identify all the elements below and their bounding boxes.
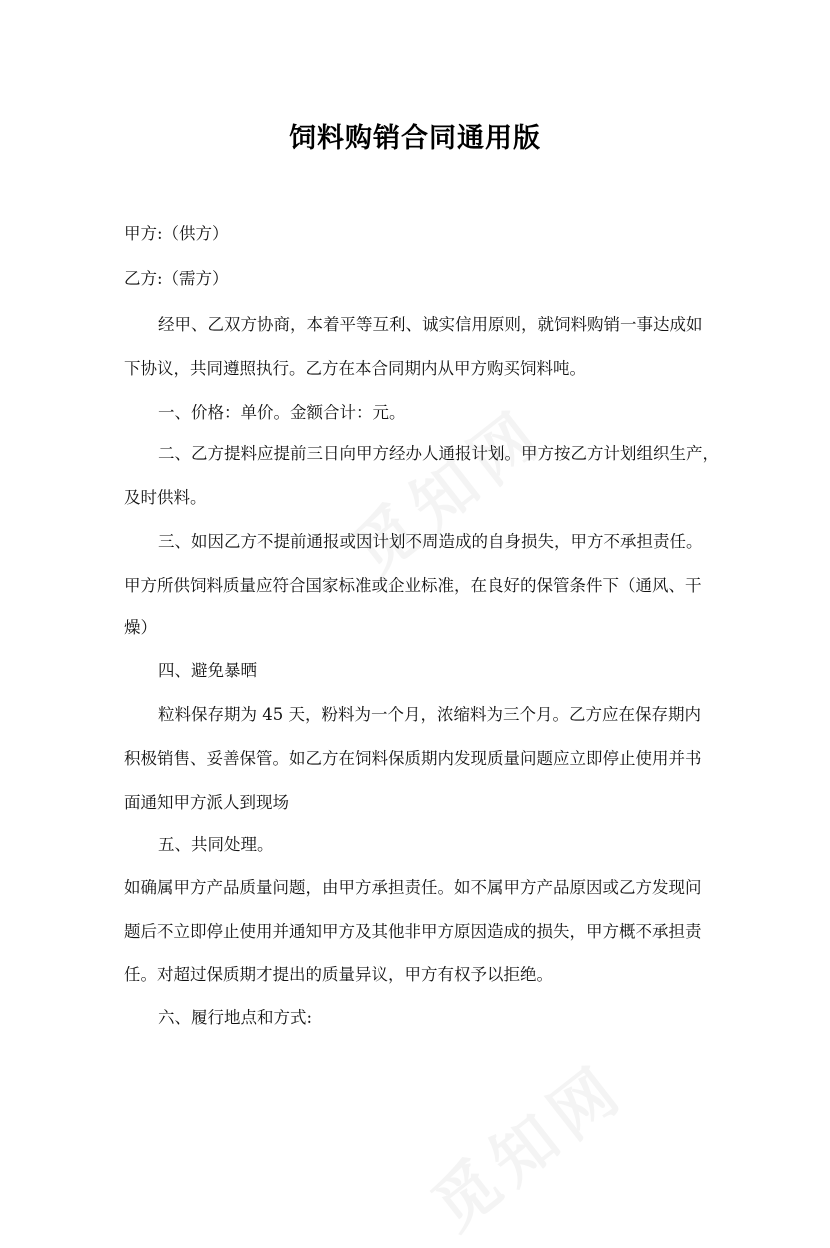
clause-1-line: 一、价格：单价。金额合计：元。 (158, 403, 406, 422)
paragraph-line: 经甲、乙双方协商，本着平等互利、诚实信用原则，就饲料购销一事达成如 (158, 315, 703, 334)
paragraph-line: 甲方所供饲料质量应符合国家标准或企业标准，在良好的保管条件下（通风、干 (124, 576, 702, 595)
paragraph-line: 如确属甲方产品质量问题，由甲方承担责任。如不属甲方产品原因或乙方发现问 (124, 878, 702, 897)
paragraph-line: 及时供料。 (124, 488, 207, 507)
party-a-line: 甲方:（供方） (124, 224, 229, 243)
paragraph-line: 积极销售、妥善保管。如乙方在饲料保质期内发现质量问题应立即停止使用并书 (124, 749, 702, 768)
clause-5-line: 五、共同处理。 (158, 835, 274, 854)
party-b-line: 乙方:（需方） (124, 269, 229, 288)
watermark (410, 1038, 642, 1247)
paragraph-line: 任。对超过保质期才提出的质量异议，甲方有权予以拒绝。 (124, 965, 553, 984)
clause-6-line: 六、履行地点和方式: (158, 1008, 313, 1027)
clause-2-line: 二、乙方提料应提前三日向甲方经办人通报计划。甲方按乙方计划组织生产， (158, 444, 719, 463)
paragraph-line: 题后不立即停止使用并通知甲方及其他非甲方原因造成的损失，甲方概不承担责 (124, 922, 702, 941)
paragraph-line: 下协议，共同遵照执行。乙方在本合同期内从甲方购买饲料吨。 (124, 359, 586, 378)
paragraph-line: 粒料保存期为 45 天，粉料为一个月，浓缩料为三个月。乙方应在保存期内 (158, 705, 701, 724)
page-title: 饲料购销合同通用版 (289, 123, 541, 154)
paragraph-line: 燥） (124, 618, 157, 637)
clause-3-line: 三、如因乙方不提前通报或因计划不周造成的自身损失，甲方不承担责任。 (158, 532, 703, 551)
clause-4-line: 四、避免暴晒 (158, 661, 257, 680)
paragraph-line: 面通知甲方派人到现场 (124, 793, 289, 812)
